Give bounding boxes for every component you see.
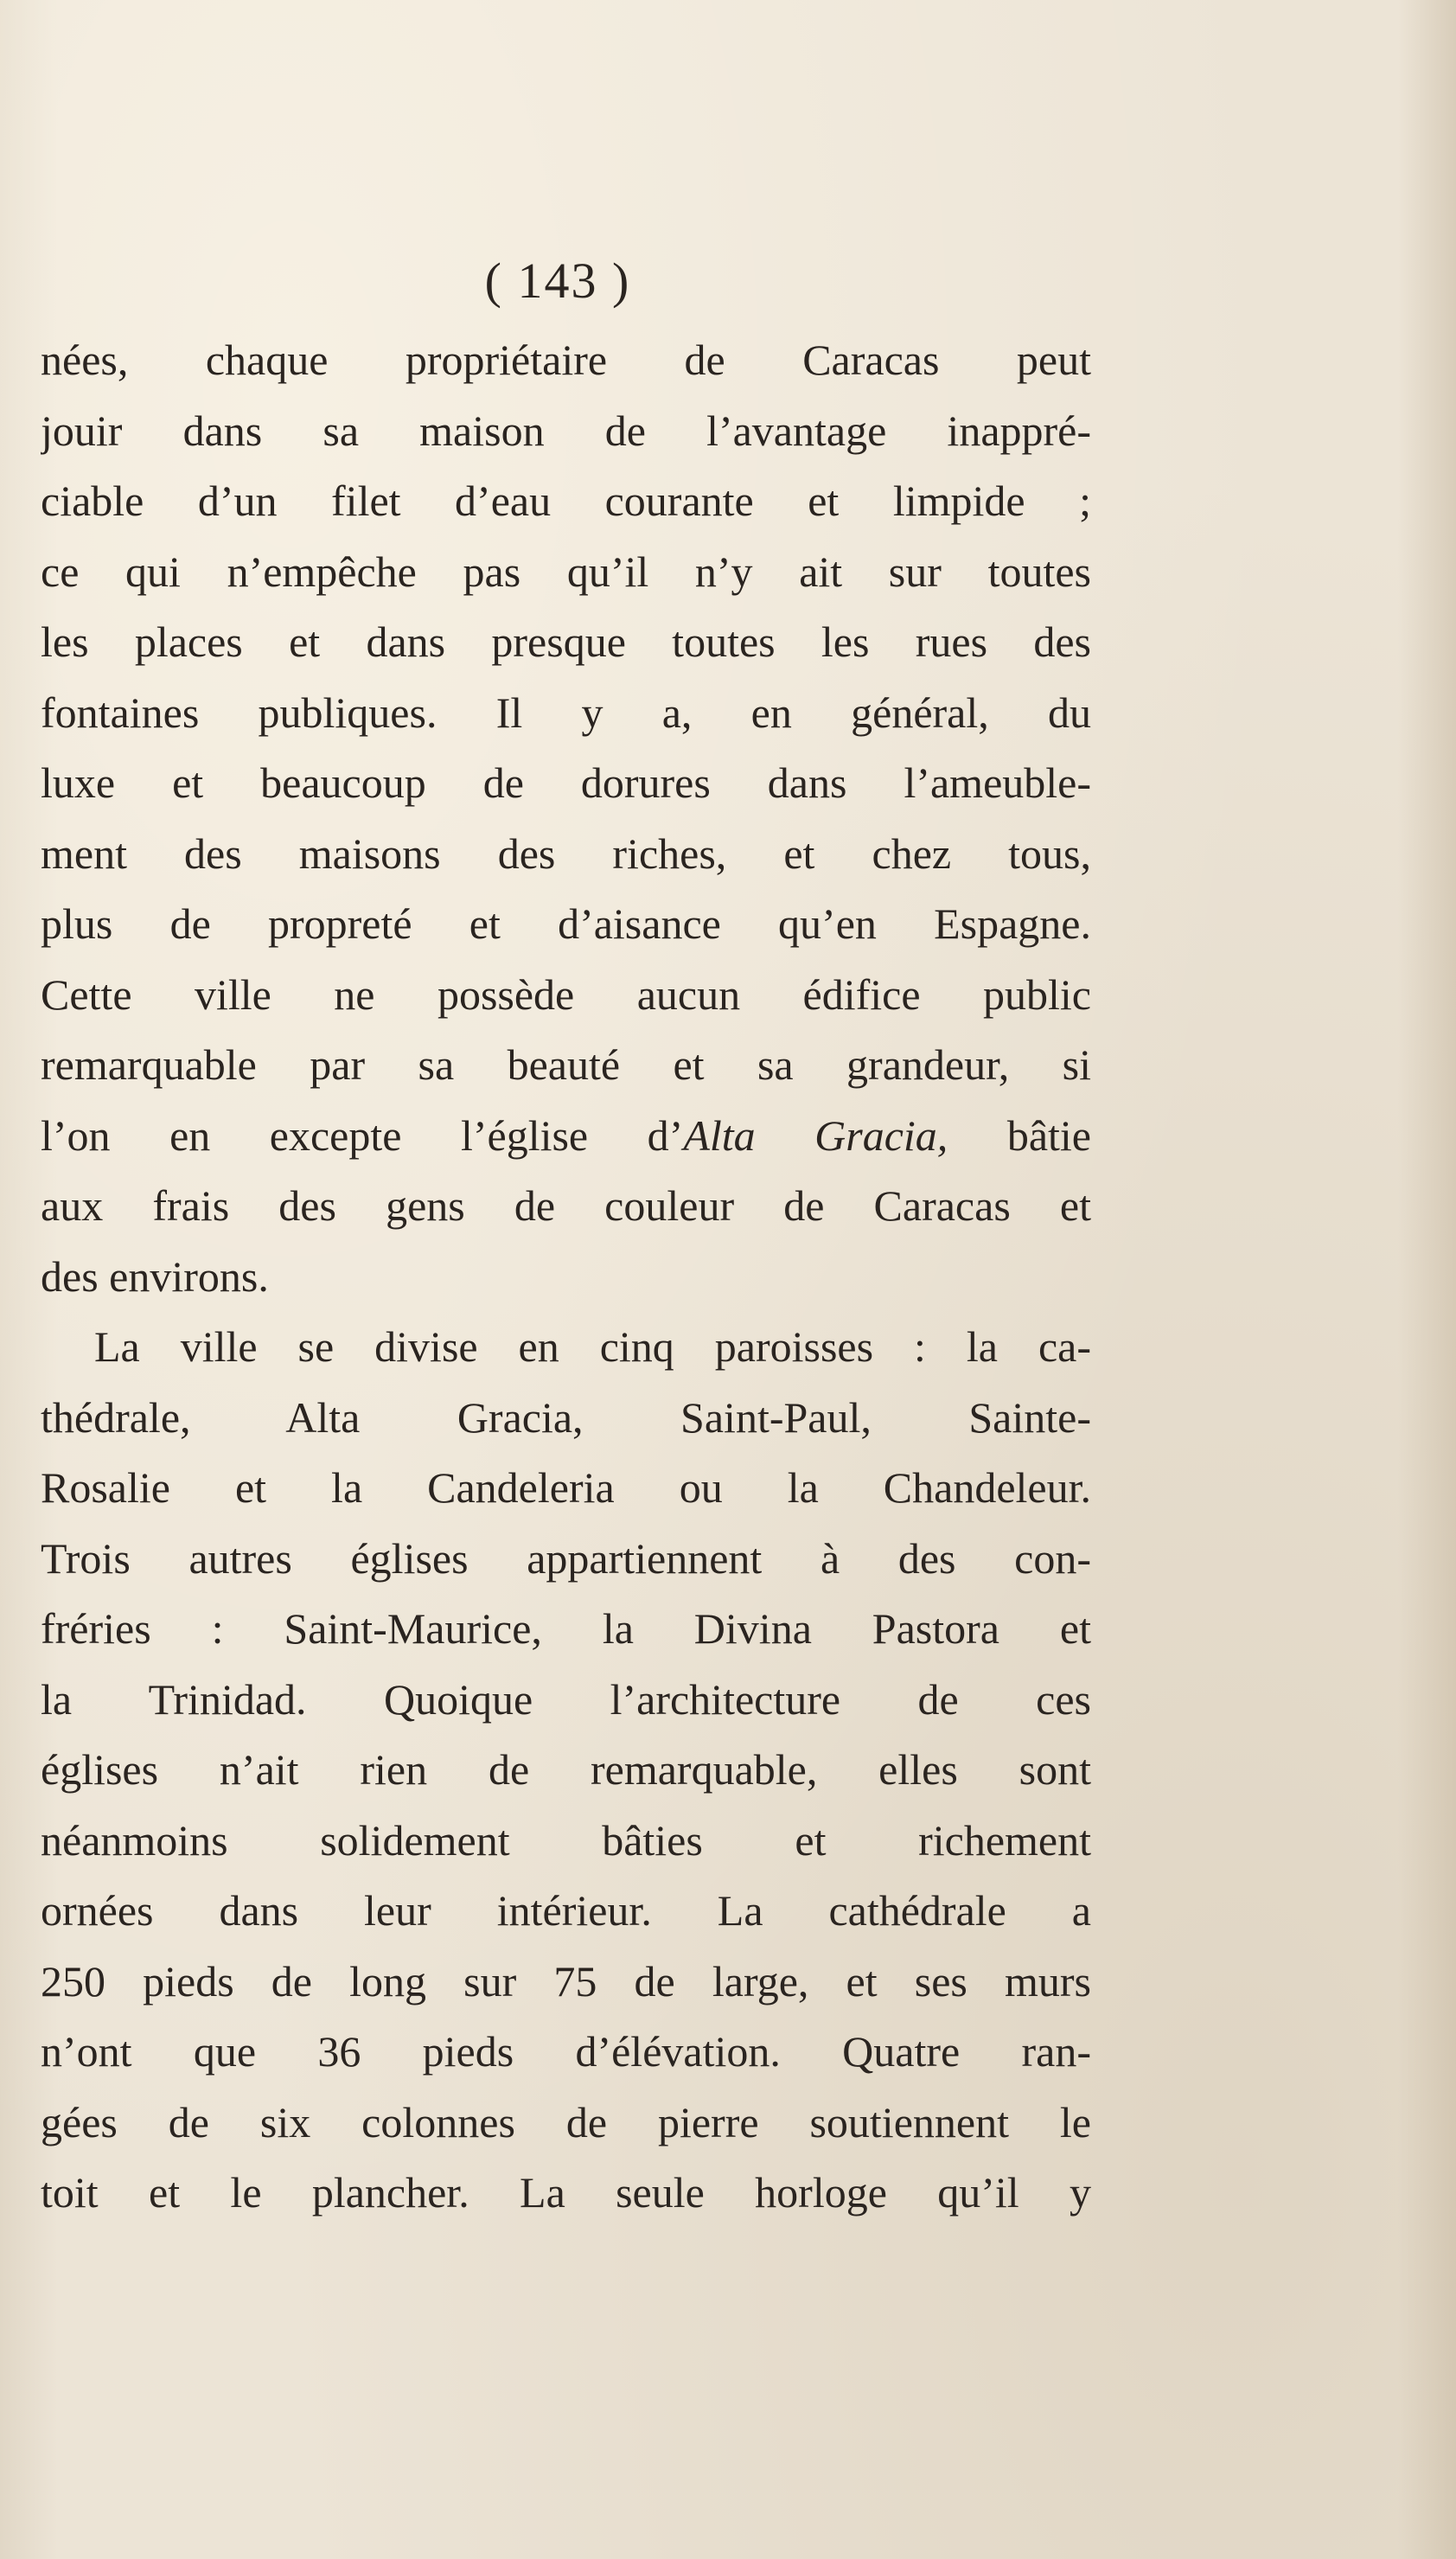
paragraph-start-line: La ville se divise en cinq paroisses : la ca- [94, 1322, 1091, 1371]
text-line: aux frais des gens de couleur de Caracas et [41, 1181, 1091, 1230]
text-line: nées, chaque propriétaire de Caracas peut [41, 336, 1091, 384]
text-line: n’ont que 36 pieds d’élévation. Quatre ran- [41, 2027, 1091, 2076]
text-line: églises n’ait rien de remarquable, elles sont [41, 1745, 1091, 1794]
italic-place-name: Alta Gracia, [683, 1110, 948, 1160]
text-line: 250 pieds de long sur 75 de large, et ses murs [41, 1956, 1091, 2006]
paragraph-end-line: des environs. [41, 1251, 269, 1301]
text-line: ment des maisons des riches, et chez tous, [41, 828, 1091, 878]
text-line: Trois autres églises appartiennent à des con- [41, 1533, 1091, 1583]
text-line: néanmoins solidement bâties et richement [41, 1815, 1091, 1865]
text-line: remarquable par sa beauté et sa grandeur, si [41, 1040, 1091, 1089]
text-line: plus de propreté et d’aisance qu’en Espagne. [41, 899, 1091, 948]
text-line: fontaines publiques. Il y a, en général, du [41, 688, 1091, 737]
text-segment: l’on en excepte l’église d’ [41, 1110, 684, 1160]
text-line: fréries : Saint-Maurice, la Divina Pastora et [41, 1604, 1091, 1653]
text-line: ciable d’un filet d’eau courante et limpide ; [41, 477, 1091, 525]
text-line: luxe et beaucoup de dorures dans l’ameuble- [41, 758, 1091, 807]
text-line: les places et dans presque toutes les rues des [41, 617, 1091, 666]
text-line-with-italic [41, 1101, 1091, 1172]
text-line: la Trinidad. Quoique l’architecture de ces [41, 1674, 1091, 1724]
text-line: ornées dans leur intérieur. La cathédrale a [41, 1886, 1091, 1935]
text-line: ce qui n’empêche pas qu’il n’y ait sur toutes [41, 547, 1091, 596]
text-line: Rosalie et la Candeleria ou la Chandeleur. [41, 1463, 1091, 1512]
text-line: Cette ville ne possède aucun édifice public [41, 969, 1091, 1019]
text-segment: bâtie [948, 1110, 1091, 1160]
text-line: thédrale, Alta Gracia, Saint-Paul, Sainte- [41, 1392, 1091, 1442]
text-line: jouir dans sa maison de l’avantage inappré- [41, 406, 1091, 455]
body-text [41, 325, 1091, 2229]
text-line: gées de six colonnes de pierre soutiennent le [41, 2097, 1091, 2146]
text-line: toit et le plancher. La seule horloge qu’il y [41, 2168, 1091, 2217]
page-number: ( 143 ) [484, 253, 631, 309]
